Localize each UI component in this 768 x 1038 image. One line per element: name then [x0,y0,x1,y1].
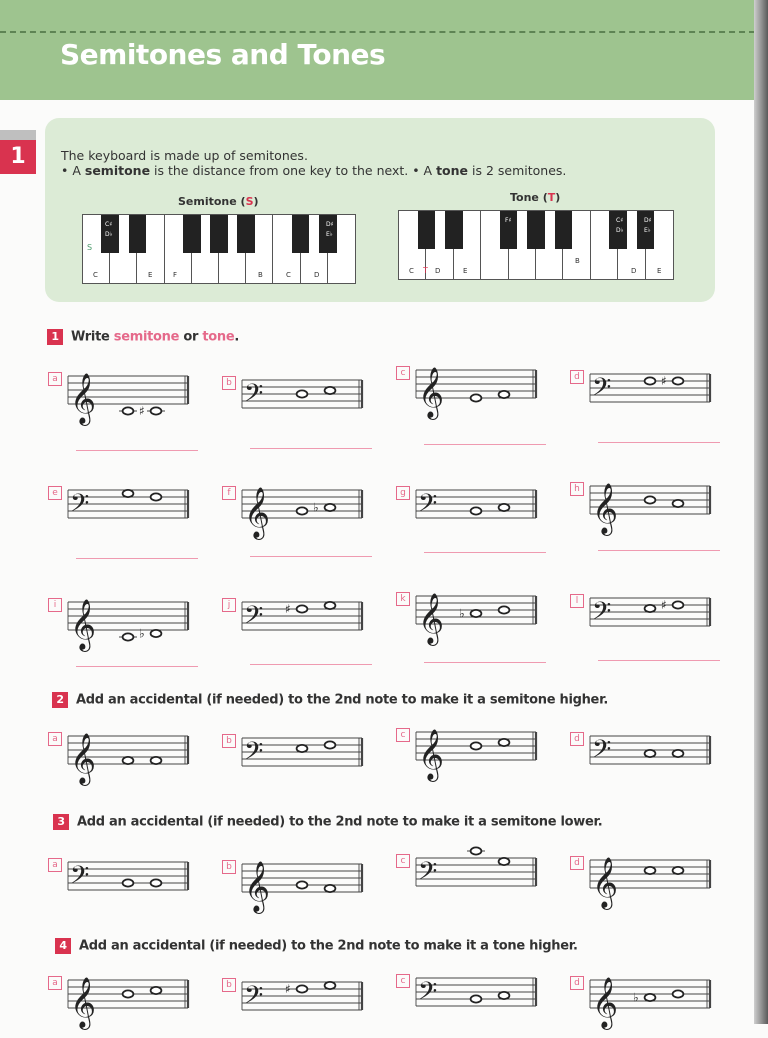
bass-clef-icon: 𝄢 [592,735,612,770]
sharp-icon: ♯ [285,982,291,996]
question-text: or [179,329,203,345]
book-spine [754,0,768,1024]
tone-keyboard-diagram [398,210,674,280]
music-staff [240,476,364,546]
black-key-label: E♭ [644,227,651,234]
whole-note [123,407,134,414]
sharp-icon: ♯ [139,404,145,418]
black-key [555,211,573,249]
title-text: ) [253,195,259,208]
answer-line-d[interactable] [598,442,720,443]
treble-clef-icon: 𝄞 [70,977,97,1028]
whole-note [123,990,134,997]
treble-clef-icon: 𝄞 [418,729,445,780]
white-key-divider [590,211,591,279]
black-key-label: D♯ [644,217,652,224]
sharp-icon: ♯ [661,598,667,612]
whole-note [499,391,510,398]
flat-icon: ♭ [633,990,639,1005]
key-label: B [575,257,580,265]
exercise-label: a [48,372,62,386]
white-key-divider [272,215,273,283]
black-key [183,215,200,253]
question-number-badge: 4 [55,938,71,954]
key-label: B [258,271,263,279]
question-number-badge: 1 [47,329,63,345]
exercise-label: c [396,974,410,988]
whole-note [645,377,656,384]
title-text: Tone ( [510,191,548,204]
question-1-heading [47,329,239,345]
question-text: Write [71,329,114,345]
answer-line-g[interactable] [424,552,546,553]
exercise-c [396,718,566,788]
black-key [210,215,227,253]
whole-note [151,407,162,414]
exercise-label: d [570,370,584,384]
treble-clef-icon: 𝄞 [592,857,619,908]
music-staff [240,588,364,658]
answer-line-f[interactable] [250,556,372,557]
key-label: C [93,271,98,279]
question-number-badge: 3 [53,814,69,830]
info-box [45,118,715,302]
treble-clef-icon: 𝄞 [592,977,619,1028]
whole-note [325,982,336,989]
exercise-j [222,588,392,658]
black-key-label: D♭ [616,227,624,234]
whole-note [151,987,162,994]
exercise-d [570,966,740,1036]
music-staff [66,588,190,658]
exercise-label: d [570,976,584,990]
exercise-label: a [48,858,62,872]
whole-note [673,990,684,997]
exercise-g [396,476,566,546]
whole-note [471,995,482,1002]
treble-clef-icon: 𝄞 [244,861,271,912]
black-key [129,215,146,253]
question-3-heading [53,814,602,830]
whole-note [325,885,336,892]
exercise-label: h [570,482,584,496]
exercise-label: a [48,732,62,746]
sharp-icon: ♯ [285,602,291,616]
whole-note [123,633,134,640]
whole-note [325,741,336,748]
music-staff [66,362,190,432]
bass-clef-icon: 𝄢 [418,489,438,524]
unit-number-tab: 1 [0,140,36,174]
bass-clef-icon: 𝄢 [418,857,438,892]
title-text: ) [555,191,561,204]
unit-tab-shadow [0,130,36,140]
flat-icon: ♭ [459,606,465,621]
bass-clef-icon: 𝄢 [592,597,612,632]
exercise-h [570,472,740,542]
key-label: D [631,267,637,275]
music-staff [66,722,190,792]
exercise-e [48,476,218,546]
whole-note [151,630,162,637]
key-label: E [148,271,153,279]
exercise-d [570,722,740,792]
whole-note [471,507,482,514]
whole-note [673,867,684,874]
whole-note [297,985,308,992]
exercise-label: f [222,486,236,500]
semitone-keyboard-diagram [82,214,356,284]
exercise-c [396,844,566,914]
whole-note [297,605,308,612]
black-key [292,215,309,253]
info-text: is the distance from one key to the next. • A [150,163,437,178]
question-text: . [234,329,239,345]
whole-note [325,602,336,609]
music-staff [588,722,712,792]
key-label: F [173,271,178,279]
music-staff [414,582,538,652]
question-text: Add an accidental (if needed) to the 2nd note to make it a semitone lower. [77,814,603,830]
answer-line-e[interactable] [76,558,198,559]
music-staff [588,966,712,1036]
info-term-semitone: semitone [84,163,151,178]
title-text: Semitone ( [178,195,246,208]
bass-clef-icon: 𝄢 [244,601,264,636]
whole-note [297,881,308,888]
whole-note [297,390,308,397]
exercise-label: c [396,366,410,380]
answer-line-j[interactable] [250,664,372,665]
black-key [527,211,545,249]
title-abbr: S [245,195,254,208]
treble-clef-icon: 𝄞 [418,593,445,644]
exercise-label: c [396,728,410,742]
question-term-tone: tone [202,329,235,345]
bass-clef-icon: 𝄢 [244,981,264,1016]
music-staff [414,844,538,914]
bass-clef-icon: 𝄢 [592,373,612,408]
whole-note [499,739,510,746]
exercise-label: g [396,486,410,500]
whole-note [297,745,308,752]
whole-note [123,490,134,497]
exercise-f [222,476,392,546]
exercise-label: l [570,594,584,608]
exercise-b [222,724,392,794]
exercise-a [48,362,218,432]
black-key [445,211,463,249]
music-staff [66,476,190,546]
black-key [237,215,254,253]
key-label: E [657,267,662,275]
exercise-label: j [222,598,236,612]
whole-note [673,601,684,608]
treble-clef-icon: 𝄞 [70,733,97,784]
whole-note [325,504,336,511]
whole-note [471,847,482,854]
music-staff [414,356,538,426]
exercise-label: c [396,854,410,868]
exercise-i [48,588,218,658]
black-key-label: D♭ [105,231,113,238]
title-abbr: T [547,191,556,204]
exercise-a [48,966,218,1036]
whole-note [151,493,162,500]
whole-note [499,504,510,511]
info-line-1: The keyboard is made up of semitones. [61,148,308,163]
info-text: is 2 semitones. [468,163,567,178]
whole-note [499,606,510,613]
whole-note [297,507,308,514]
semitone-keyboard-title [178,195,259,208]
question-number-badge: 2 [52,692,68,708]
bass-clef-icon: 𝄢 [70,861,90,896]
tone-marker: T [423,266,428,275]
treble-clef-icon: 𝄞 [592,483,619,534]
exercise-label: b [222,978,236,992]
question-text: Add an accidental (if needed) to the 2nd note to make it a tone higher. [79,938,578,954]
flat-icon: ♭ [313,500,319,515]
exercise-k [396,582,566,652]
header-stitch-decoration [0,31,755,33]
exercise-label: d [570,856,584,870]
exercise-label: d [570,732,584,746]
treble-clef-icon: 𝄞 [70,373,97,424]
answer-line-b[interactable] [250,448,372,449]
music-staff [414,476,538,546]
info-line-2 [61,163,566,178]
bass-clef-icon: 𝄢 [418,977,438,1012]
whole-note [673,750,684,757]
whole-note [151,879,162,886]
black-key [418,211,436,249]
music-staff [588,846,712,916]
music-staff [588,360,712,430]
music-staff [66,966,190,1036]
whole-note [471,394,482,401]
whole-note [499,992,510,999]
question-2-heading [52,692,608,708]
music-staff [240,724,364,794]
music-staff [240,366,364,436]
whole-note [151,757,162,764]
black-key-label: C♯ [616,217,624,224]
exercise-label: k [396,592,410,606]
exercise-label: b [222,734,236,748]
whole-note [499,858,510,865]
exercise-d [570,360,740,430]
question-term-semitone: semitone [113,329,180,345]
whole-note [645,994,656,1001]
black-key-label: C♯ [105,221,113,228]
page-header [0,0,755,100]
treble-clef-icon: 𝄞 [418,367,445,418]
exercise-a [48,722,218,792]
bass-clef-icon: 𝄢 [244,737,264,772]
exercise-d [570,846,740,916]
whole-note [645,605,656,612]
exercise-c [396,356,566,426]
answer-line-a[interactable] [76,450,198,451]
bass-clef-icon: 𝄢 [70,489,90,524]
semitone-marker: S [87,243,93,252]
key-label: D [435,267,441,275]
music-staff [240,850,364,920]
whole-note [325,387,336,394]
exercise-label: b [222,376,236,390]
flat-icon: ♭ [139,626,145,641]
whole-note [471,610,482,617]
key-label: E [463,267,468,275]
key-label: C [286,271,291,279]
exercise-b [222,968,392,1038]
sharp-icon: ♯ [661,374,667,388]
answer-line-c[interactable] [424,444,546,445]
treble-clef-icon: 𝄞 [244,487,271,538]
info-text: • A [61,163,85,178]
exercise-label: a [48,976,62,990]
exercise-b [222,366,392,436]
key-label: D [314,271,320,279]
white-key-divider [480,211,481,279]
question-text: Add an accidental (if needed) to the 2nd note to make it a semitone higher. [76,692,608,708]
whole-note [645,496,656,503]
info-term-tone: tone [436,163,469,178]
whole-note [471,742,482,749]
black-key-label: E♭ [326,231,333,238]
music-staff [414,718,538,788]
treble-clef-icon: 𝄞 [70,599,97,650]
music-staff [588,472,712,542]
answer-line-l[interactable] [598,660,720,661]
white-key-divider [164,215,165,283]
music-staff [240,968,364,1038]
answer-line-i[interactable] [76,666,198,667]
exercise-a [48,848,218,918]
key-label: C [409,267,414,275]
question-4-heading [55,938,578,954]
whole-note [645,750,656,757]
exercise-label: e [48,486,62,500]
exercise-label: b [222,860,236,874]
bass-clef-icon: 𝄢 [244,379,264,414]
whole-note [673,377,684,384]
black-key-label: F♯ [505,217,512,224]
music-staff [66,848,190,918]
exercise-label: i [48,598,62,612]
music-staff [588,584,712,654]
exercise-b [222,850,392,920]
exercise-l [570,584,740,654]
whole-note [123,757,134,764]
page-title: Semitones and Tones [60,38,386,71]
black-key-label: D♯ [326,221,334,228]
whole-note [645,867,656,874]
answer-line-h[interactable] [598,550,720,551]
whole-note [123,879,134,886]
tone-keyboard-title [510,191,560,204]
answer-line-k[interactable] [424,662,546,663]
whole-note [673,500,684,507]
